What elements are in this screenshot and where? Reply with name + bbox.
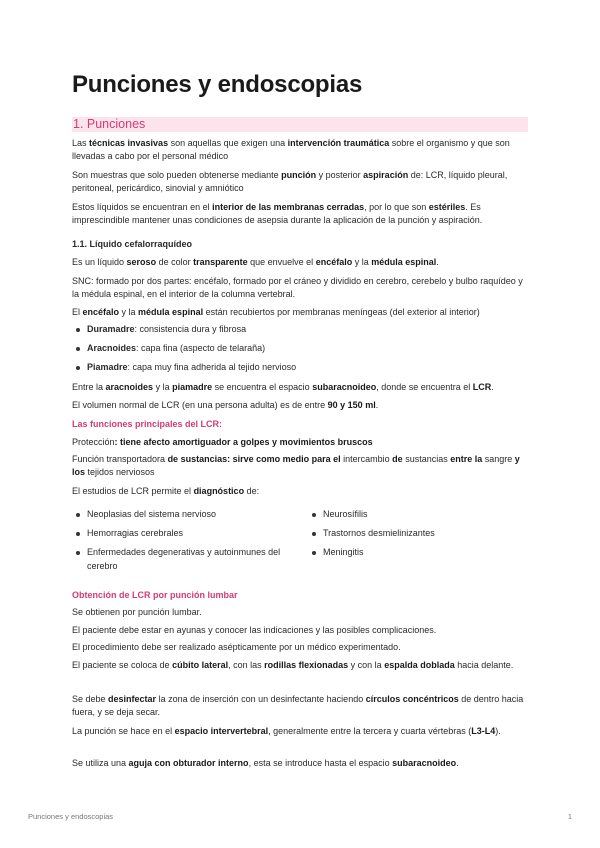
meninges-list bbox=[72, 323, 528, 375]
paragraph: Es un líquido seroso de color transparente que envuelve el encéfalo y la médula espinal. bbox=[72, 257, 439, 267]
diagnosis-list-left bbox=[72, 508, 292, 573]
paragraph: Las técnicas invasivas son aquellas que exigen una intervención traumática sobre el organismo y que son llevadas a cabo por el personal médico bbox=[72, 138, 510, 162]
subsection-heading: 1.1. Líquido cefalorraquídeo bbox=[72, 239, 193, 249]
paragraph: El paciente se coloca de cúbito lateral, con las rodillas flexionadas y con la espalda doblada hacia delante. bbox=[72, 660, 514, 670]
procedure-heading: Obtención de LCR por punción lumbar bbox=[72, 590, 238, 600]
section-heading-punciones bbox=[72, 117, 528, 132]
list-item: Enfermedades degenerativas y autoinmunes del cerebro bbox=[72, 546, 292, 572]
paragraph: Se utiliza una aguja con obturador interno, esta se introduce hasta el espacio subaracnoideo. bbox=[72, 758, 459, 768]
paragraph: Función transportadora de sustancias: sirve como medio para el intercambio de sustancias entre la sangre y los tejidos nerviosos bbox=[72, 454, 520, 478]
page-number: 1 bbox=[567, 812, 572, 821]
diagnosis-list-right bbox=[308, 508, 528, 560]
paragraph: SNC: formado por dos partes: encéfalo, formado por el cráneo y dividido en cerebro, cerebelo y bulbo raquídeo y la médula espinal, en el interior de la columna vertebral. bbox=[72, 276, 523, 300]
list-item: Neoplasias del sistema nervioso bbox=[72, 508, 292, 521]
paragraph: El procedimiento debe ser realizado asépticamente por un médico experimentado. bbox=[72, 642, 401, 652]
page-title: Punciones y endoscopias bbox=[72, 71, 363, 98]
list-item: Hemorragias cerebrales bbox=[72, 527, 292, 540]
footer-title: Punciones y endoscopias bbox=[28, 812, 114, 821]
section-heading-text: 1. Punciones bbox=[73, 117, 146, 131]
paragraph: El encéfalo y la médula espinal están recubiertos por membranas meníngeas (del exterior al interior) bbox=[72, 307, 480, 317]
functions-heading: Las funciones principales del LCR: bbox=[72, 419, 223, 429]
paragraph: Protección: tiene afecto amortiguador a golpes y movimientos bruscos bbox=[72, 437, 373, 447]
paragraph: Se debe desinfectar la zona de inserción con un desinfectante haciendo círculos concéntricos de dentro hacia fuera, y se deja secar. bbox=[72, 694, 524, 718]
list-item: Aracnoides: capa fina (aspecto de telaraña) bbox=[72, 342, 528, 355]
paragraph: El volumen normal de LCR (en una persona adulta) es de entre 90 y 150 ml. bbox=[72, 400, 379, 410]
paragraph: Entre la aracnoides y la piamadre se encuentra el espacio subaracnoideo, donde se encuentra el LCR. bbox=[72, 382, 494, 392]
paragraph: Se obtienen por punción lumbar. bbox=[72, 607, 202, 617]
paragraph: Son muestras que solo pueden obtenerse mediante punción y posterior aspiración de: LCR, líquido pleural, peritoneal, pericárdico, sinovial y amniótico bbox=[72, 170, 508, 194]
paragraph: Estos líquidos se encuentran en el interior de las membranas cerradas, por lo que son estériles. Es imprescindible mantener unas condiciones de asepsia durante la aplicación de la punción y aspiración. bbox=[72, 202, 483, 226]
paragraph: El paciente debe estar en ayunas y conocer las indicaciones y las posibles complicaciones. bbox=[72, 625, 437, 635]
list-item: Duramadre: consistencia dura y fibrosa bbox=[72, 323, 528, 336]
list-item: Neurosífilis bbox=[308, 508, 528, 521]
list-item: Trastornos desmielinizantes bbox=[308, 527, 528, 540]
list-item: Meningitis bbox=[308, 546, 528, 559]
list-item: Piamadre: capa muy fina adherida al tejido nervioso bbox=[72, 361, 528, 374]
paragraph: El estudios de LCR permite el diagnóstico de: bbox=[72, 486, 260, 496]
paragraph: La punción se hace en el espacio intervertebral, generalmente entre la tercera y cuarta vértebras (L3-L4). bbox=[72, 726, 501, 736]
